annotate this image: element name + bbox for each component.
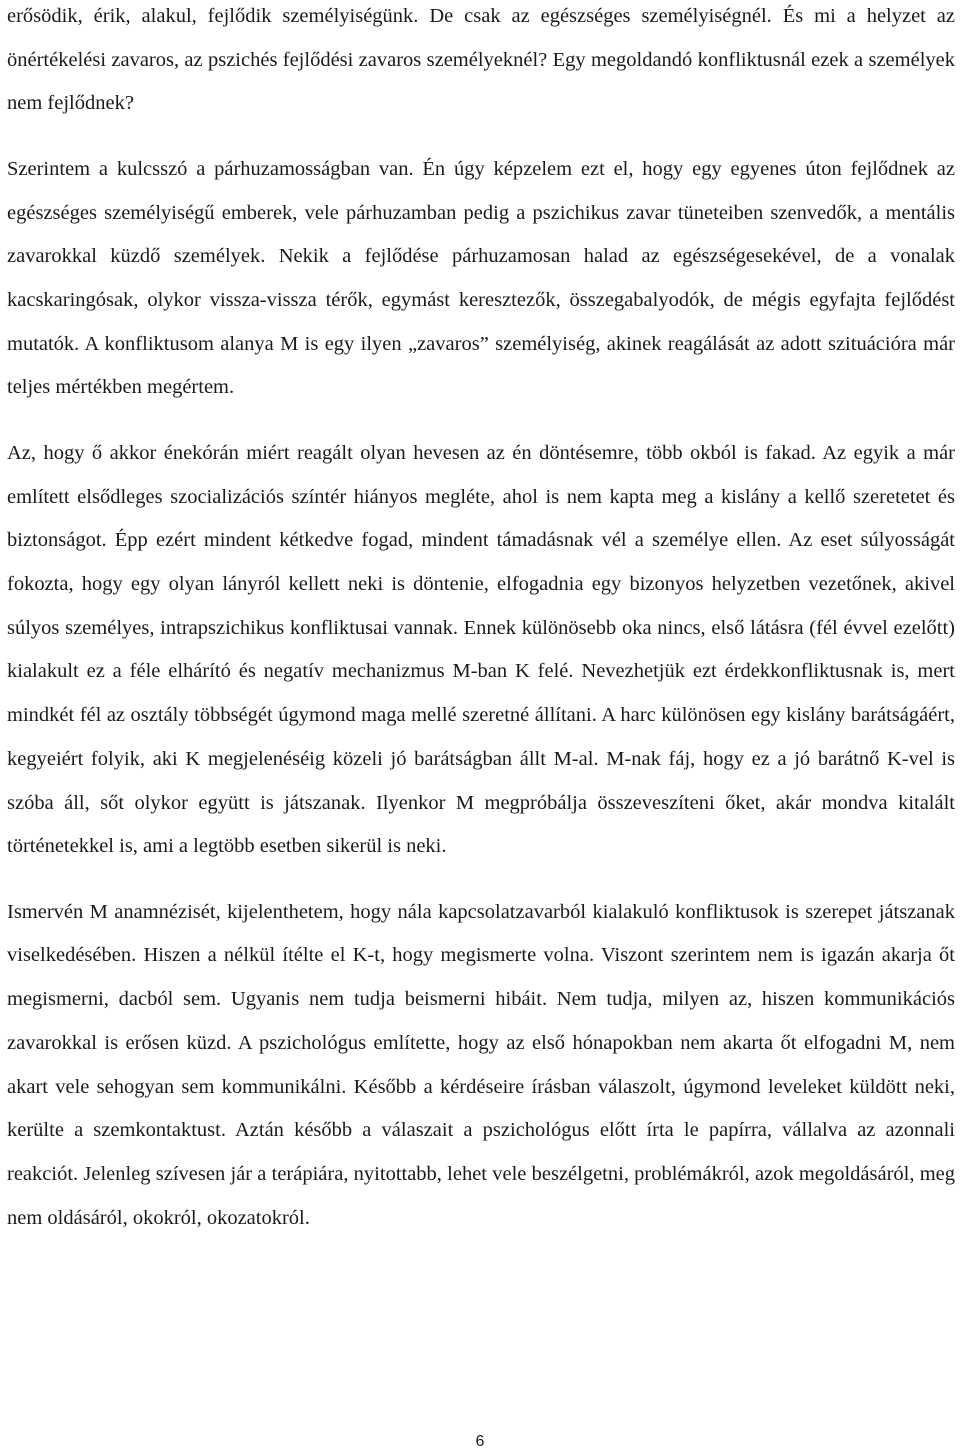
page-number: 6 <box>475 1433 485 1450</box>
paragraph-1: erősödik, érik, alakul, fejlődik személyiségünk. De csak az egészséges személyiségnél. És mi a helyzet az önértékelési zavaros, az pszichés fejlődési zavaros személyeknél? Egy megoldandó konfliktusnál ezek a személyek nem fejlődnek? <box>7 5 955 115</box>
paragraph-3: Az, hogy ő akkor énekórán miért reagált olyan hevesen az én döntésemre, több okból is fakad. Az egyik a már említett elsődleges szocializációs színtér hiányos megléte, ahol is nem kapta meg a kislány a kellő szeretetet és biztonságot. Épp ezért mindent kétkedve fogad, mindent támadásnak vél a személye ellen. Az eset súlyosságát fokozta, hogy egy olyan lányról kellett neki is döntenie, elfogadnia egy bizonyos helyzetben vezetőnek, akivel súlyos személyes, intrapszichikus konfliktusai vannak. Ennek különösebb oka nincs, első látásra (fél évvel ezelőtt) kialakult ez a féle elhárító és negatív mechanizmus M-ban K felé. Nevezhetjük ezt érdekkonfliktusnak is, mert mindkét fél az osztály többségét úgymond maga mellé szeretné állítani. A harc különösen egy kislány barátságáért, kegyeiért folyik, aki K megjelenéséig közeli jó barátságban állt M-al. M-nak fáj, hogy ez a jó barátnő K-vel is szóba áll, sőt olykor együtt is játszanak. Ilyenkor M megpróbálja összeveszíteni őket, akár mondva kitalált történetekkel is, ami a legtöbb esetben sikerül is neki. <box>7 441 955 858</box>
paragraph-spacer <box>7 410 955 432</box>
document-page <box>7 0 955 1240</box>
paragraph-2: Szerintem a kulcsszó a párhuzamosságban van. Én úgy képzelem ezt el, hogy egy egyenes úton fejlődnek az egészséges személyiségű emberek, vele párhuzamban pedig a pszichikus zavar tüneteiben szenvedők, a mentális zavarokkal küzdő személyek. Nekik a fejlődése párhuzamosan halad az egészségesekével, de a vonalak kacskaringósak, olykor vissza-vissza térők, egymást keresztezők, összegabalyodók, de mégis egyfajta fejlődést mutatók. A konfliktusom alanya M is egy ilyen „zavaros” személyiség, akinek reagálását az adott szituációra már teljes mértékben megértem. <box>7 157 955 399</box>
paragraph-spacer <box>7 126 955 148</box>
paragraph-4: Ismervén M anamnézisét, kijelenthetem, hogy nála kapcsolatzavarból kialakuló konfliktusok is szerepet játszanak viselkedésében. Hiszen a nélkül ítélte el K-t, hogy megismerte volna. Viszont szerintem nem is igazán akarja őt megismerni, dacból sem. Ugyanis nem tudja beismerni hibáit. Nem tudja, milyen az, hiszen kommunikációs zavarokkal is erősen küzd. A pszichológus említette, hogy az első hónapokban nem akarta őt elfogadni M, nem akart vele sehogyan sem kommunikálni. Később a kérdéseire írásban válaszolt, úgymond leveleket küldött neki, kerülte a szemkontaktust. Aztán később a válaszait a pszichológus előtt írta le papírra, vállalva az azonnali reakciót. Jelenleg szívesen jár a terápiára, nyitottabb, lehet vele beszélgetni, problémákról, azok megoldásáról, meg nem oldásáról, okokról, okozatokról. <box>7 900 955 1229</box>
paragraph-spacer <box>7 869 955 891</box>
